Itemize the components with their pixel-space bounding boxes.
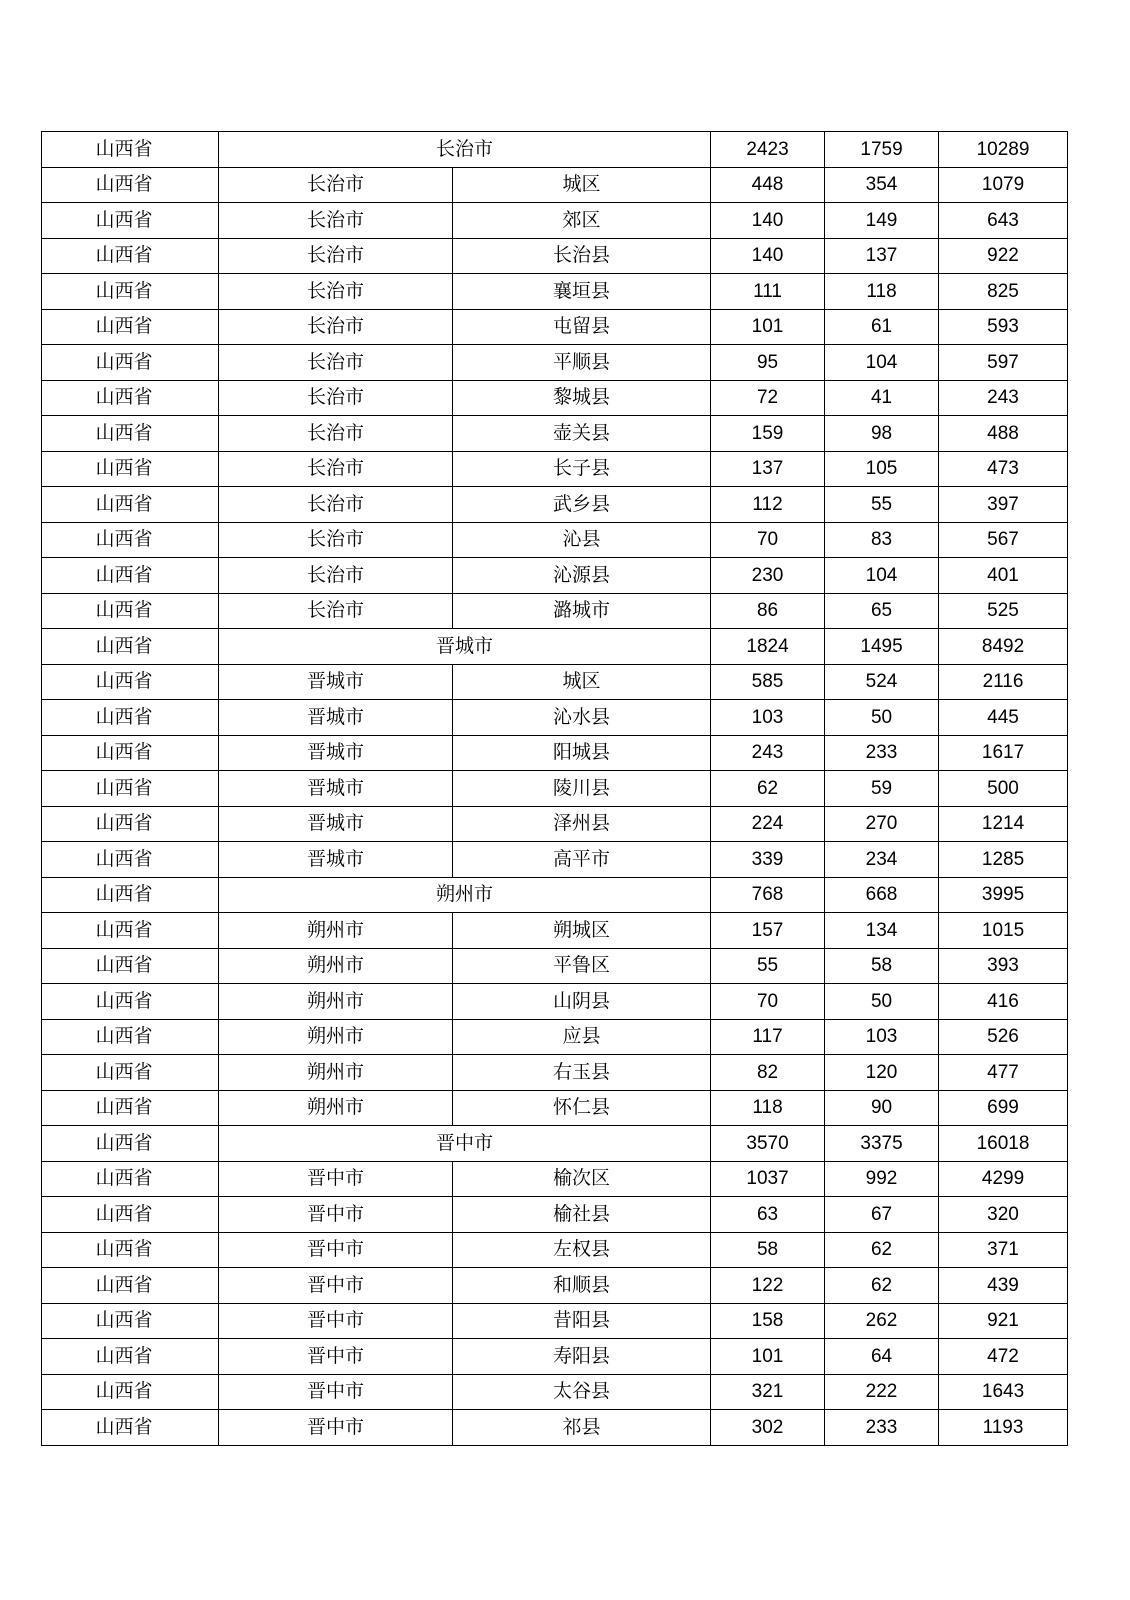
value-2-cell: 62 [825,1232,939,1268]
province-cell: 山西省 [42,1090,219,1126]
county-cell: 平顺县 [453,345,711,381]
value-1-cell: 159 [711,416,825,452]
county-row [42,1268,1068,1304]
province-cell: 山西省 [42,1303,219,1339]
value-2-cell: 270 [825,806,939,842]
statistics-table [41,131,1068,1446]
county-row [42,1019,1068,1055]
province-cell: 山西省 [42,771,219,807]
value-1-cell: 1824 [711,629,825,665]
value-2-cell: 55 [825,487,939,523]
city-cell: 晋中市 [219,1303,453,1339]
province-cell: 山西省 [42,629,219,665]
county-cell: 阳城县 [453,735,711,771]
city-cell: 朔州市 [219,948,453,984]
value-2-cell: 234 [825,842,939,878]
county-cell: 山阴县 [453,984,711,1020]
value-1-cell: 111 [711,274,825,310]
value-2-cell: 50 [825,700,939,736]
county-cell: 右玉县 [453,1055,711,1091]
city-cell: 长治市 [219,451,453,487]
county-row [42,238,1068,274]
value-1-cell: 230 [711,558,825,594]
province-cell: 山西省 [42,416,219,452]
value-2-cell: 233 [825,1410,939,1446]
city-cell: 晋城市 [219,842,453,878]
value-1-cell: 3570 [711,1126,825,1162]
value-3-cell: 597 [939,345,1068,381]
county-cell: 郊区 [453,203,711,239]
value-1-cell: 140 [711,203,825,239]
county-row [42,274,1068,310]
city-cell: 长治市 [219,558,453,594]
value-3-cell: 472 [939,1339,1068,1375]
province-cell: 山西省 [42,132,219,168]
province-cell: 山西省 [42,487,219,523]
value-1-cell: 339 [711,842,825,878]
value-2-cell: 41 [825,380,939,416]
province-cell: 山西省 [42,309,219,345]
province-cell: 山西省 [42,1410,219,1446]
county-row [42,416,1068,452]
value-1-cell: 321 [711,1374,825,1410]
value-3-cell: 4299 [939,1161,1068,1197]
province-cell: 山西省 [42,238,219,274]
value-3-cell: 593 [939,309,1068,345]
province-cell: 山西省 [42,913,219,949]
county-cell: 太谷县 [453,1374,711,1410]
city-cell: 长治市 [219,238,453,274]
province-cell: 山西省 [42,593,219,629]
city-cell: 长治市 [219,203,453,239]
county-cell: 黎城县 [453,380,711,416]
value-3-cell: 397 [939,487,1068,523]
county-cell: 榆次区 [453,1161,711,1197]
value-3-cell: 243 [939,380,1068,416]
value-1-cell: 55 [711,948,825,984]
county-cell: 长子县 [453,451,711,487]
city-cell: 长治市 [219,593,453,629]
city-subtotal-row [42,132,1068,168]
province-cell: 山西省 [42,700,219,736]
city-cell: 朔州市 [219,984,453,1020]
city-cell: 长治市 [219,309,453,345]
province-cell: 山西省 [42,167,219,203]
value-1-cell: 157 [711,913,825,949]
county-cell: 平鲁区 [453,948,711,984]
value-2-cell: 64 [825,1339,939,1375]
value-2-cell: 65 [825,593,939,629]
county-cell: 祁县 [453,1410,711,1446]
county-row [42,487,1068,523]
county-cell: 左权县 [453,1232,711,1268]
city-total-cell: 朔州市 [219,877,711,913]
province-cell: 山西省 [42,735,219,771]
value-2-cell: 222 [825,1374,939,1410]
city-subtotal-row [42,1126,1068,1162]
value-1-cell: 243 [711,735,825,771]
county-cell: 潞城市 [453,593,711,629]
province-cell: 山西省 [42,1339,219,1375]
value-1-cell: 1037 [711,1161,825,1197]
county-cell: 城区 [453,167,711,203]
county-row [42,309,1068,345]
county-cell: 高平市 [453,842,711,878]
value-1-cell: 117 [711,1019,825,1055]
value-1-cell: 224 [711,806,825,842]
city-cell: 晋城市 [219,700,453,736]
county-row [42,1410,1068,1446]
province-cell: 山西省 [42,664,219,700]
value-3-cell: 3995 [939,877,1068,913]
city-cell: 晋中市 [219,1410,453,1446]
province-cell: 山西省 [42,877,219,913]
value-3-cell: 320 [939,1197,1068,1233]
province-cell: 山西省 [42,558,219,594]
value-1-cell: 63 [711,1197,825,1233]
value-1-cell: 137 [711,451,825,487]
value-1-cell: 101 [711,1339,825,1375]
value-1-cell: 140 [711,238,825,274]
city-cell: 朔州市 [219,1019,453,1055]
city-cell: 晋中市 [219,1161,453,1197]
value-1-cell: 72 [711,380,825,416]
value-3-cell: 393 [939,948,1068,984]
province-cell: 山西省 [42,984,219,1020]
value-3-cell: 445 [939,700,1068,736]
value-2-cell: 668 [825,877,939,913]
county-row [42,913,1068,949]
county-row [42,1090,1068,1126]
value-2-cell: 118 [825,274,939,310]
value-2-cell: 105 [825,451,939,487]
county-row [42,1339,1068,1375]
province-cell: 山西省 [42,203,219,239]
value-3-cell: 10289 [939,132,1068,168]
value-3-cell: 1285 [939,842,1068,878]
city-total-cell: 晋中市 [219,1126,711,1162]
value-3-cell: 526 [939,1019,1068,1055]
county-cell: 昔阳县 [453,1303,711,1339]
county-cell: 怀仁县 [453,1090,711,1126]
value-3-cell: 567 [939,522,1068,558]
city-cell: 晋城市 [219,771,453,807]
county-cell: 榆社县 [453,1197,711,1233]
county-row [42,1374,1068,1410]
value-3-cell: 1214 [939,806,1068,842]
county-row [42,558,1068,594]
province-cell: 山西省 [42,522,219,558]
value-3-cell: 416 [939,984,1068,1020]
value-2-cell: 262 [825,1303,939,1339]
value-2-cell: 1759 [825,132,939,168]
city-cell: 晋中市 [219,1197,453,1233]
value-1-cell: 62 [711,771,825,807]
city-cell: 晋中市 [219,1374,453,1410]
province-cell: 山西省 [42,1019,219,1055]
county-cell: 壶关县 [453,416,711,452]
province-cell: 山西省 [42,1268,219,1304]
value-1-cell: 58 [711,1232,825,1268]
value-2-cell: 67 [825,1197,939,1233]
value-1-cell: 158 [711,1303,825,1339]
value-3-cell: 921 [939,1303,1068,1339]
province-cell: 山西省 [42,1055,219,1091]
city-cell: 长治市 [219,274,453,310]
county-cell: 沁县 [453,522,711,558]
province-cell: 山西省 [42,842,219,878]
city-cell: 长治市 [219,345,453,381]
value-1-cell: 2423 [711,132,825,168]
county-cell: 应县 [453,1019,711,1055]
value-1-cell: 70 [711,984,825,1020]
value-2-cell: 83 [825,522,939,558]
value-1-cell: 103 [711,700,825,736]
value-2-cell: 98 [825,416,939,452]
value-3-cell: 401 [939,558,1068,594]
value-3-cell: 371 [939,1232,1068,1268]
value-1-cell: 118 [711,1090,825,1126]
province-cell: 山西省 [42,1232,219,1268]
value-2-cell: 233 [825,735,939,771]
value-3-cell: 699 [939,1090,1068,1126]
county-row [42,984,1068,1020]
value-2-cell: 104 [825,558,939,594]
city-cell: 晋中市 [219,1268,453,1304]
value-2-cell: 149 [825,203,939,239]
city-cell: 长治市 [219,380,453,416]
value-2-cell: 103 [825,1019,939,1055]
value-3-cell: 473 [939,451,1068,487]
province-cell: 山西省 [42,380,219,416]
province-cell: 山西省 [42,948,219,984]
city-cell: 长治市 [219,167,453,203]
city-total-cell: 长治市 [219,132,711,168]
county-row [42,451,1068,487]
county-row [42,1197,1068,1233]
county-row [42,167,1068,203]
value-2-cell: 992 [825,1161,939,1197]
city-cell: 朔州市 [219,913,453,949]
county-cell: 和顺县 [453,1268,711,1304]
county-row [42,842,1068,878]
value-2-cell: 354 [825,167,939,203]
county-cell: 寿阳县 [453,1339,711,1375]
province-cell: 山西省 [42,1161,219,1197]
value-2-cell: 1495 [825,629,939,665]
value-1-cell: 302 [711,1410,825,1446]
value-2-cell: 90 [825,1090,939,1126]
value-3-cell: 1643 [939,1374,1068,1410]
value-3-cell: 1617 [939,735,1068,771]
county-cell: 屯留县 [453,309,711,345]
value-3-cell: 2116 [939,664,1068,700]
county-row [42,948,1068,984]
value-2-cell: 50 [825,984,939,1020]
province-cell: 山西省 [42,345,219,381]
city-cell: 晋城市 [219,806,453,842]
value-3-cell: 922 [939,238,1068,274]
value-3-cell: 500 [939,771,1068,807]
county-row [42,664,1068,700]
value-3-cell: 1193 [939,1410,1068,1446]
value-2-cell: 104 [825,345,939,381]
county-row [42,806,1068,842]
county-row [42,735,1068,771]
value-3-cell: 477 [939,1055,1068,1091]
county-row [42,771,1068,807]
value-1-cell: 122 [711,1268,825,1304]
value-2-cell: 120 [825,1055,939,1091]
value-3-cell: 439 [939,1268,1068,1304]
city-total-cell: 晋城市 [219,629,711,665]
value-3-cell: 16018 [939,1126,1068,1162]
city-cell: 长治市 [219,522,453,558]
value-1-cell: 768 [711,877,825,913]
county-cell: 沁水县 [453,700,711,736]
value-2-cell: 3375 [825,1126,939,1162]
county-row [42,1161,1068,1197]
county-row [42,345,1068,381]
county-cell: 沁源县 [453,558,711,594]
county-row [42,380,1068,416]
value-2-cell: 62 [825,1268,939,1304]
value-3-cell: 1015 [939,913,1068,949]
city-subtotal-row [42,877,1068,913]
county-row [42,593,1068,629]
city-cell: 晋中市 [219,1232,453,1268]
value-2-cell: 58 [825,948,939,984]
province-cell: 山西省 [42,806,219,842]
province-cell: 山西省 [42,1126,219,1162]
value-1-cell: 101 [711,309,825,345]
city-subtotal-row [42,629,1068,665]
value-3-cell: 525 [939,593,1068,629]
city-cell: 长治市 [219,487,453,523]
value-2-cell: 524 [825,664,939,700]
city-cell: 朔州市 [219,1090,453,1126]
county-row [42,1232,1068,1268]
county-cell: 武乡县 [453,487,711,523]
county-row [42,1055,1068,1091]
county-cell: 陵川县 [453,771,711,807]
value-2-cell: 59 [825,771,939,807]
value-2-cell: 61 [825,309,939,345]
value-3-cell: 643 [939,203,1068,239]
province-cell: 山西省 [42,1197,219,1233]
value-3-cell: 8492 [939,629,1068,665]
county-row [42,522,1068,558]
value-3-cell: 488 [939,416,1068,452]
county-cell: 襄垣县 [453,274,711,310]
value-1-cell: 70 [711,522,825,558]
value-1-cell: 86 [711,593,825,629]
province-cell: 山西省 [42,451,219,487]
county-cell: 长治县 [453,238,711,274]
table-body [42,132,1068,1446]
city-cell: 晋城市 [219,735,453,771]
county-row [42,1303,1068,1339]
city-cell: 晋中市 [219,1339,453,1375]
value-1-cell: 112 [711,487,825,523]
value-3-cell: 825 [939,274,1068,310]
county-cell: 泽州县 [453,806,711,842]
county-row [42,203,1068,239]
county-row [42,700,1068,736]
value-1-cell: 448 [711,167,825,203]
value-2-cell: 137 [825,238,939,274]
value-3-cell: 1079 [939,167,1068,203]
county-cell: 朔城区 [453,913,711,949]
province-cell: 山西省 [42,1374,219,1410]
city-cell: 长治市 [219,416,453,452]
city-cell: 朔州市 [219,1055,453,1091]
value-1-cell: 585 [711,664,825,700]
city-cell: 晋城市 [219,664,453,700]
value-1-cell: 95 [711,345,825,381]
province-cell: 山西省 [42,274,219,310]
value-1-cell: 82 [711,1055,825,1091]
county-cell: 城区 [453,664,711,700]
value-2-cell: 134 [825,913,939,949]
